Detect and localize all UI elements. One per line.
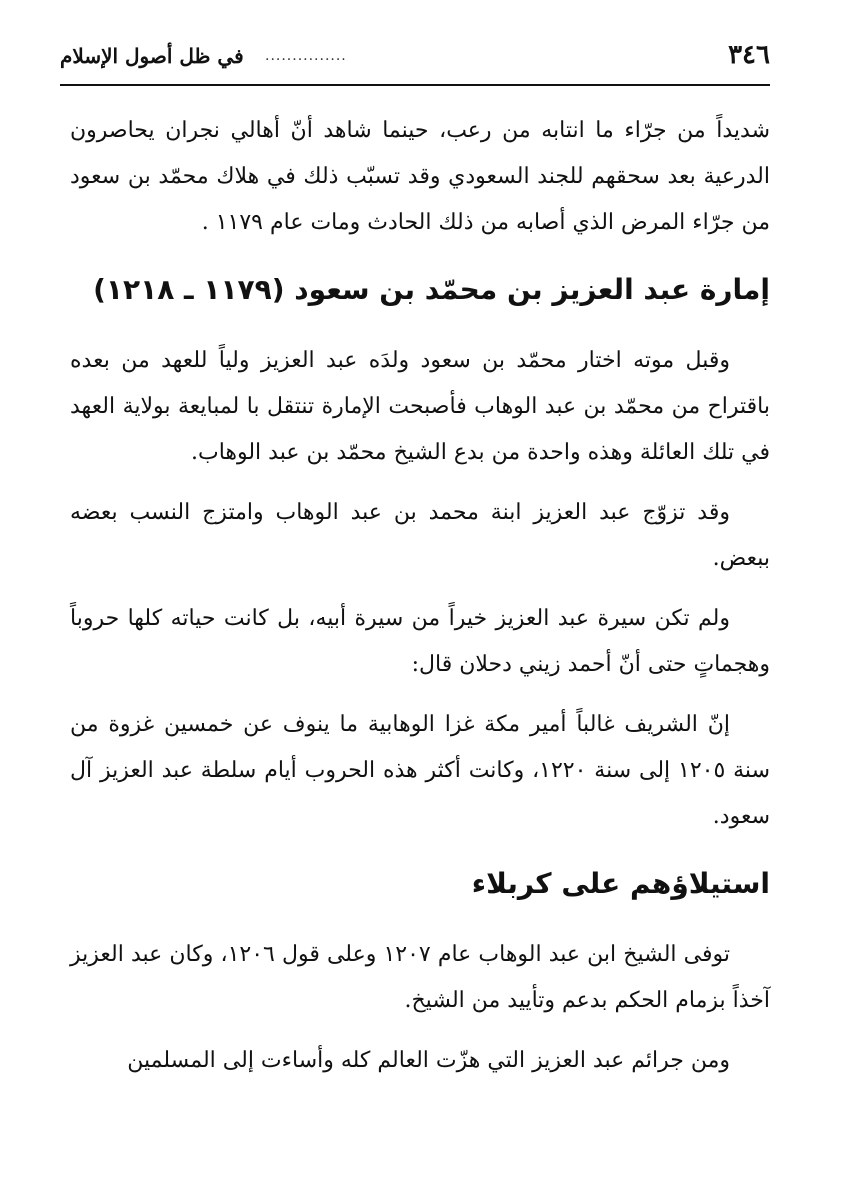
paragraph-1: شديداً من جرّاء ما انتابه من رعب، حينما شاهد أنّ أهالي نجران يحاصرون الدرعية بعد سحقهم للجند السعودي وقد تسبّب ذلك في هلاك محمّد بن سعود من جرّاء المرض الذي أصابه من ذلك الحادث ومات عام ١١٧٩ . [70, 118, 770, 235]
paragraph-4: ولم تكن سيرة عبد العزيز خيراً من سيرة أبيه، بل كانت حياته كلها حروباً وهجماتٍ حتى أنّ أحمد زيني دحلان قال: [70, 606, 770, 677]
section-heading-karbala: استيلاؤهم على كربلاء [471, 867, 770, 900]
leader-dots: ............... [265, 48, 347, 64]
paragraph-2: وقبل موته اختار محمّد بن سعود ولدَه عبد العزيز ولياً للعهد من بعده باقتراح من محمّد بن عبد الوهاب فأصبحت الإمارة تنتقل با لمبايعة بولاية العهد في تلك العائلة وهذه واحدة من بدع الشيخ محمّد بن عبد الوهاب. [70, 348, 770, 465]
page-body [70, 108, 770, 1098]
paragraph-7: ومن جرائم عبد العزيز التي هزّت العالم كله وأساءت إلى المسلمين [127, 1048, 730, 1073]
paragraph-5: إنّ الشريف غالباً أمير مكة غزا الوهابية ما ينوف عن خمسين غزوة من سنة ١٢٠٥ إلى سنة ١٢٢٠، وكانت أكثر هذه الحروب أيام سلطة عبد العزيز آل سعود. [70, 712, 770, 829]
running-title: في ظل أصول الإسلام [60, 44, 244, 68]
page-number: ٣٤٦ [728, 40, 770, 70]
paragraph-6: توفى الشيخ ابن عبد الوهاب عام ١٢٠٧ وعلى قول ١٢٠٦، وكان عبد العزيز آخذاً بزمام الحكم بدعم وتأييد من الشيخ. [70, 942, 770, 1013]
section-heading-emirate: إمارة عبد العزيز بن محمّد بن سعود (١١٧٩ ـ ١٢١٨) [93, 273, 770, 306]
page-header [60, 38, 770, 86]
paragraph-3: وقد تزوّج عبد العزيز ابنة محمد بن عبد الوهاب وامتزج النسب بعضه ببعض. [70, 500, 770, 571]
